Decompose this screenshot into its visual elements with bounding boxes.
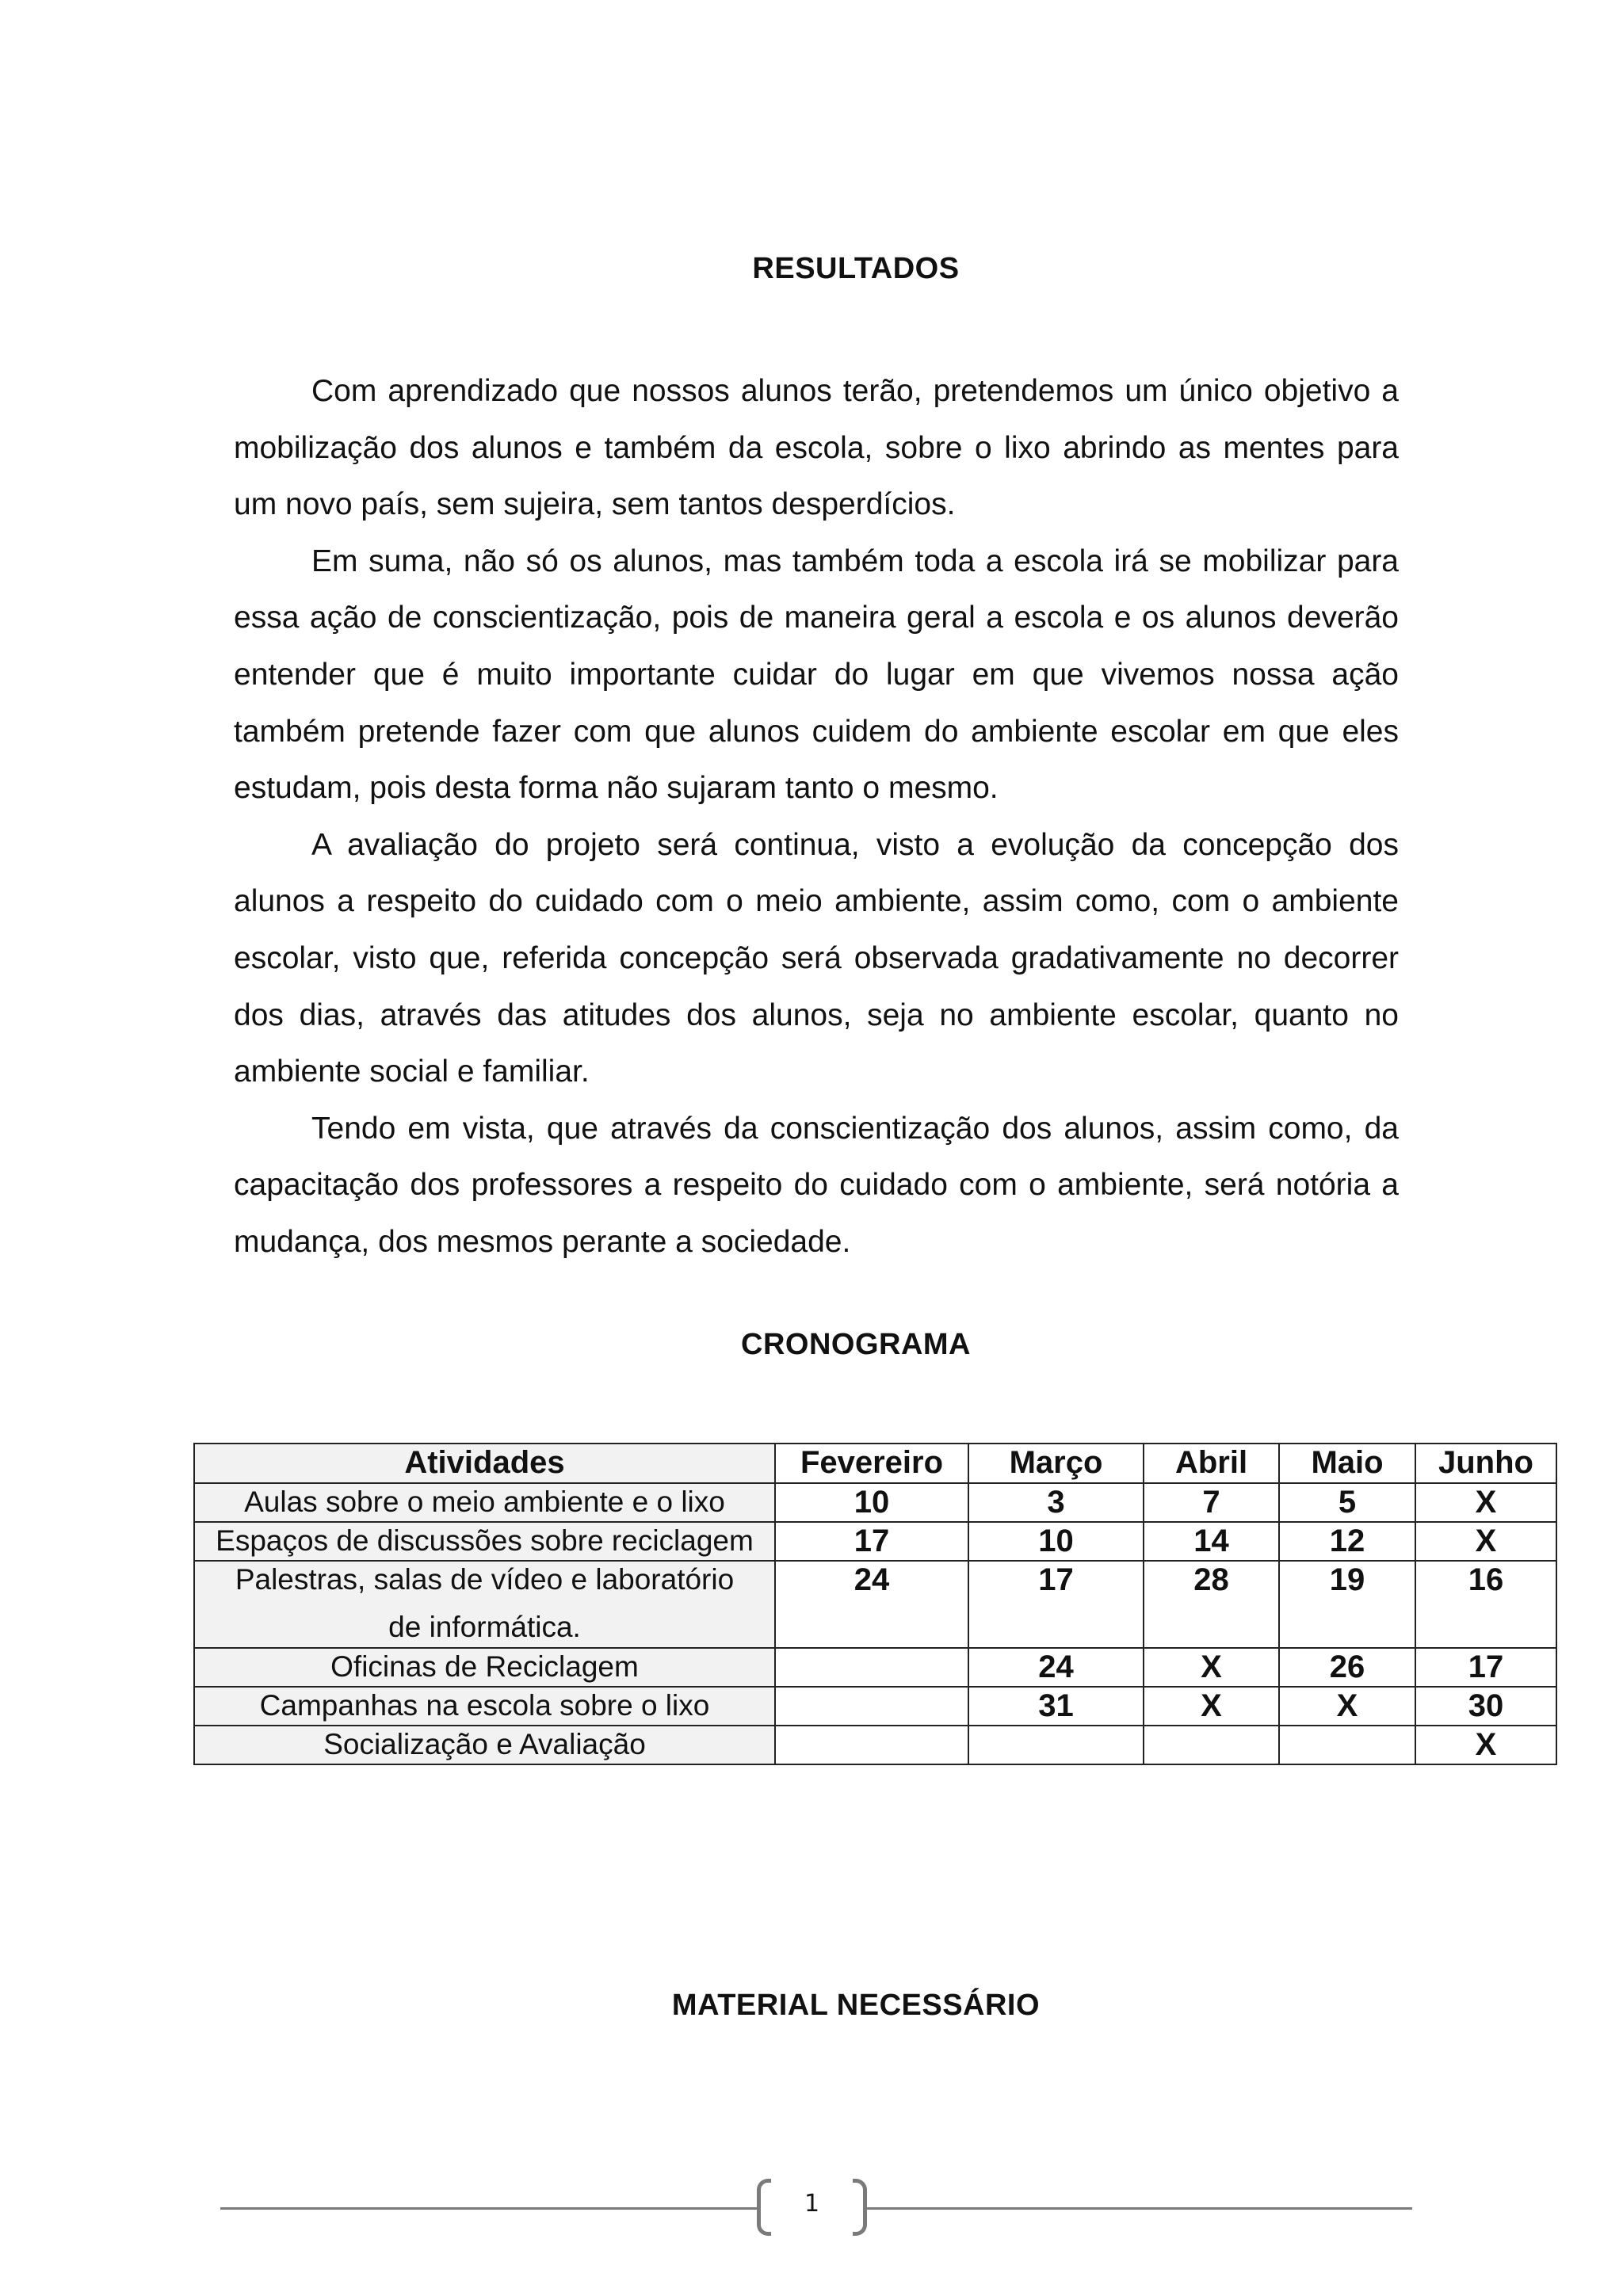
value-cell: 28 xyxy=(1144,1561,1279,1648)
value-cell xyxy=(968,1726,1144,1764)
value-cell: 31 xyxy=(968,1687,1144,1726)
value-cell: X xyxy=(1415,1522,1556,1561)
value-cell: 24 xyxy=(968,1648,1144,1687)
header-month: Fevereiro xyxy=(775,1444,968,1483)
header-activities: Atividades xyxy=(194,1444,775,1483)
footer-rule-right xyxy=(867,2207,1412,2210)
value-cell: 12 xyxy=(1279,1522,1415,1561)
resultados-body xyxy=(234,363,1399,1271)
value-cell: 16 xyxy=(1415,1561,1556,1648)
paragraph: Com aprendizado que nossos alunos terão, pretendemos um único objetivo a mobilização dos alunos e também da escola, sobre o lixo abrindo as mentes para um novo país, sem sujeira, sem tantos desperdícios. xyxy=(234,374,1399,522)
value-cell: 10 xyxy=(775,1483,968,1522)
activity-cell: Campanhas na escola sobre o lixo xyxy=(194,1687,775,1726)
activity-line: Palestras, salas de vídeo e laboratório xyxy=(235,1563,735,1596)
value-cell: X xyxy=(1279,1687,1415,1726)
value-cell: X xyxy=(1144,1648,1279,1687)
cronograma-heading: CRONOGRAMA xyxy=(741,1328,971,1361)
activity-cell: Oficinas de Reciclagem xyxy=(194,1648,775,1687)
value-cell: 19 xyxy=(1279,1561,1415,1648)
value-cell: 17 xyxy=(775,1522,968,1561)
value-cell: X xyxy=(1144,1687,1279,1726)
value-cell: 26 xyxy=(1279,1648,1415,1687)
right-bracket-ornament xyxy=(853,2179,867,2236)
paragraph: A avaliação do projeto será continua, visto a evolução da concepção dos alunos a respeito do cuidado com o meio ambiente, assim como, com o ambiente escolar, visto que, referida concepção será observada gradativamente no decorrer dos dias, através das atitudes dos alunos, seja no ambiente escolar, quanto no ambiente social e familiar. xyxy=(234,827,1399,1089)
activity-cell: Aulas sobre o meio ambiente e o lixo xyxy=(194,1483,775,1522)
value-cell: X xyxy=(1415,1483,1556,1522)
activity-cell xyxy=(194,1561,775,1648)
footer-rule-left xyxy=(220,2207,757,2210)
value-cell: 14 xyxy=(1144,1522,1279,1561)
activity-cell: Socialização e Avaliação xyxy=(194,1726,775,1764)
material-heading: MATERIAL NECESSÁRIO xyxy=(671,1989,1041,2022)
table-row xyxy=(194,1687,1556,1726)
header-month: Abril xyxy=(1144,1444,1279,1483)
table-row xyxy=(194,1726,1556,1764)
value-cell xyxy=(1279,1726,1415,1764)
value-cell: 10 xyxy=(968,1522,1144,1561)
value-cell xyxy=(775,1687,968,1726)
value-cell xyxy=(775,1726,968,1764)
paragraph: Em suma, não só os alunos, mas também toda a escola irá se mobilizar para essa ação de conscientização, pois de maneira geral a escola e os alunos deverão entender que é muito importante cuidar do lugar em que vivemos nossa ação também pretende fazer com que alunos cuidem do ambiente escolar em que eles estudam, pois desta forma não sujaram tanto o mesmo. xyxy=(234,543,1399,806)
table-row xyxy=(194,1648,1556,1687)
left-bracket-ornament xyxy=(757,2179,771,2236)
table-row xyxy=(194,1561,1556,1648)
value-cell: 17 xyxy=(1415,1648,1556,1687)
paragraph: Tendo em vista, que através da conscientização dos alunos, assim como, da capacitação dos professores a respeito do cuidado com o ambiente, será notória a mudança, dos mesmos perante a sociedade. xyxy=(234,1111,1399,1259)
resultados-heading: RESULTADOS xyxy=(752,252,960,285)
value-cell: 7 xyxy=(1144,1483,1279,1522)
value-cell: X xyxy=(1415,1726,1556,1764)
table-row xyxy=(194,1522,1556,1561)
value-cell: 24 xyxy=(775,1561,968,1648)
schedule-table xyxy=(193,1443,1557,1765)
value-cell xyxy=(1144,1726,1279,1764)
value-cell xyxy=(775,1648,968,1687)
header-month: Maio xyxy=(1279,1444,1415,1483)
activity-cell: Espaços de discussões sobre reciclagem xyxy=(194,1522,775,1561)
activity-line: de informática. xyxy=(388,1611,581,1643)
header-month: Março xyxy=(968,1444,1144,1483)
page-number: 1 xyxy=(804,2190,820,2218)
value-cell: 5 xyxy=(1279,1483,1415,1522)
table-row xyxy=(194,1483,1556,1522)
value-cell: 17 xyxy=(968,1561,1144,1648)
table-header-row xyxy=(194,1444,1556,1483)
header-month: Junho xyxy=(1415,1444,1556,1483)
value-cell: 30 xyxy=(1415,1687,1556,1726)
value-cell: 3 xyxy=(968,1483,1144,1522)
